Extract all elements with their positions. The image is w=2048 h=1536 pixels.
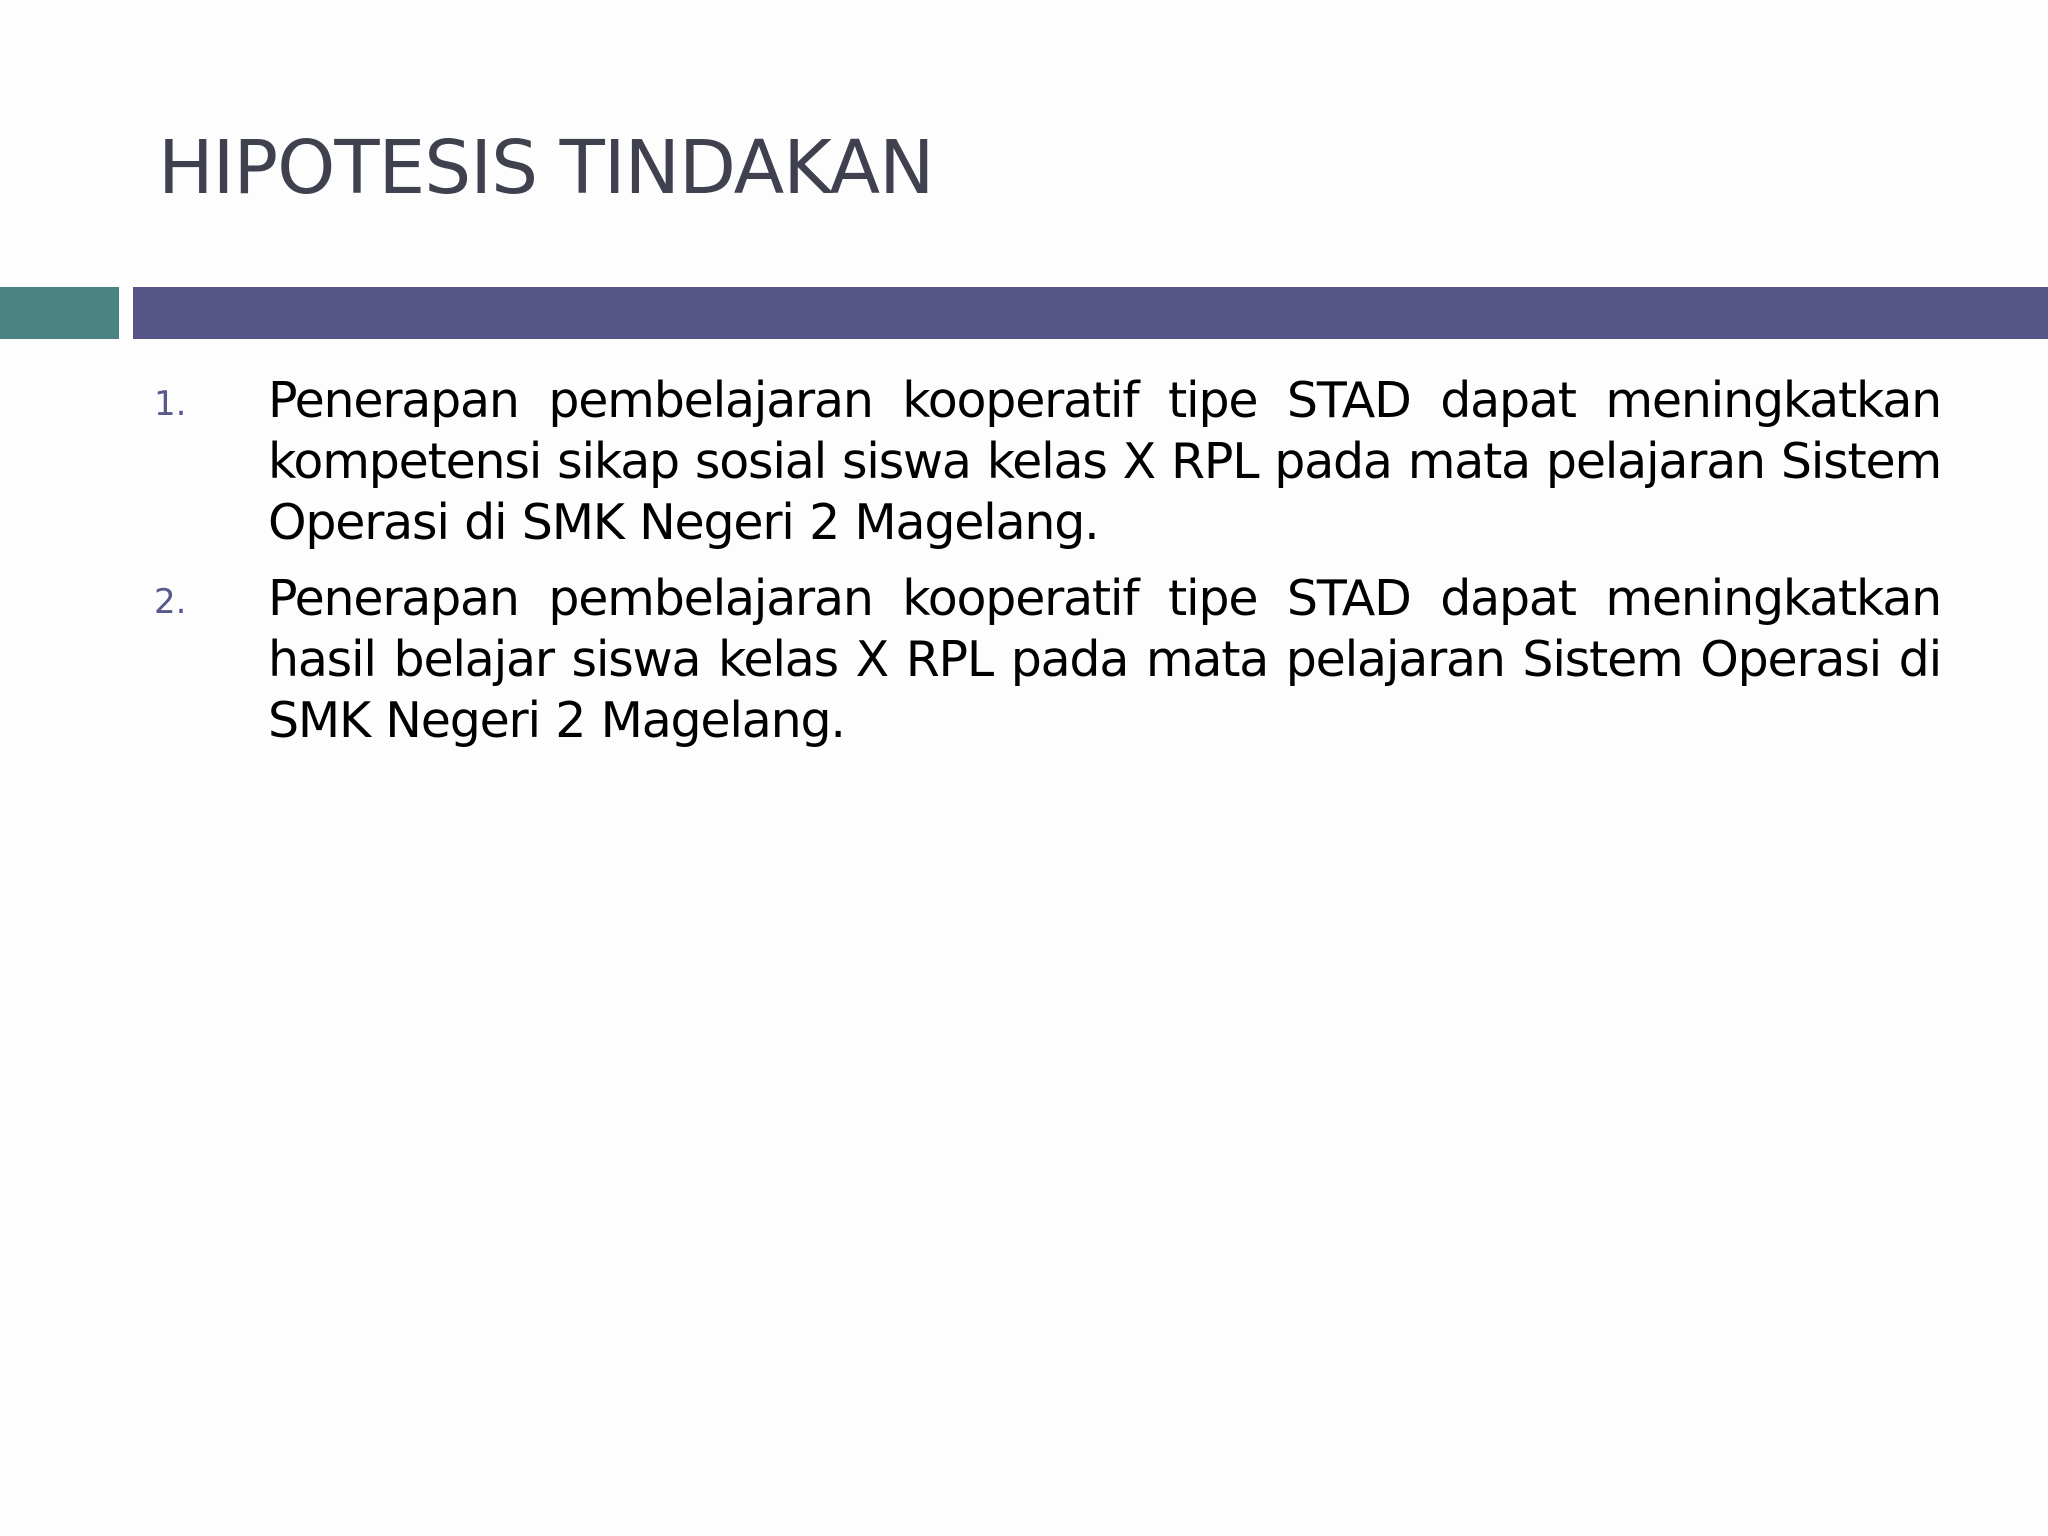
list-item xyxy=(0,568,1941,751)
list-item-number: 1. xyxy=(154,384,187,424)
hypothesis-list xyxy=(0,370,1941,766)
list-item-number: 2. xyxy=(154,582,187,622)
title-accent-bar xyxy=(133,287,2048,339)
list-item-text: Penerapan pembelajaran kooperatif tipe STAD dapat meningkatkan hasil belajar siswa kelas X RPL pada mata pelajaran Sistem Operasi di SMK Negeri 2 Magelang. xyxy=(268,570,1941,749)
list-item-text: Penerapan pembelajaran kooperatif tipe STAD dapat meningkatkan kompetensi sikap sosial siswa kelas X RPL pada mata pelajaran Sistem Operasi di SMK Negeri 2 Magelang. xyxy=(268,372,1941,551)
title-accent-block xyxy=(0,287,119,339)
slide-title: HIPOTESIS TINDAKAN xyxy=(158,125,934,211)
list-item xyxy=(0,370,1941,553)
